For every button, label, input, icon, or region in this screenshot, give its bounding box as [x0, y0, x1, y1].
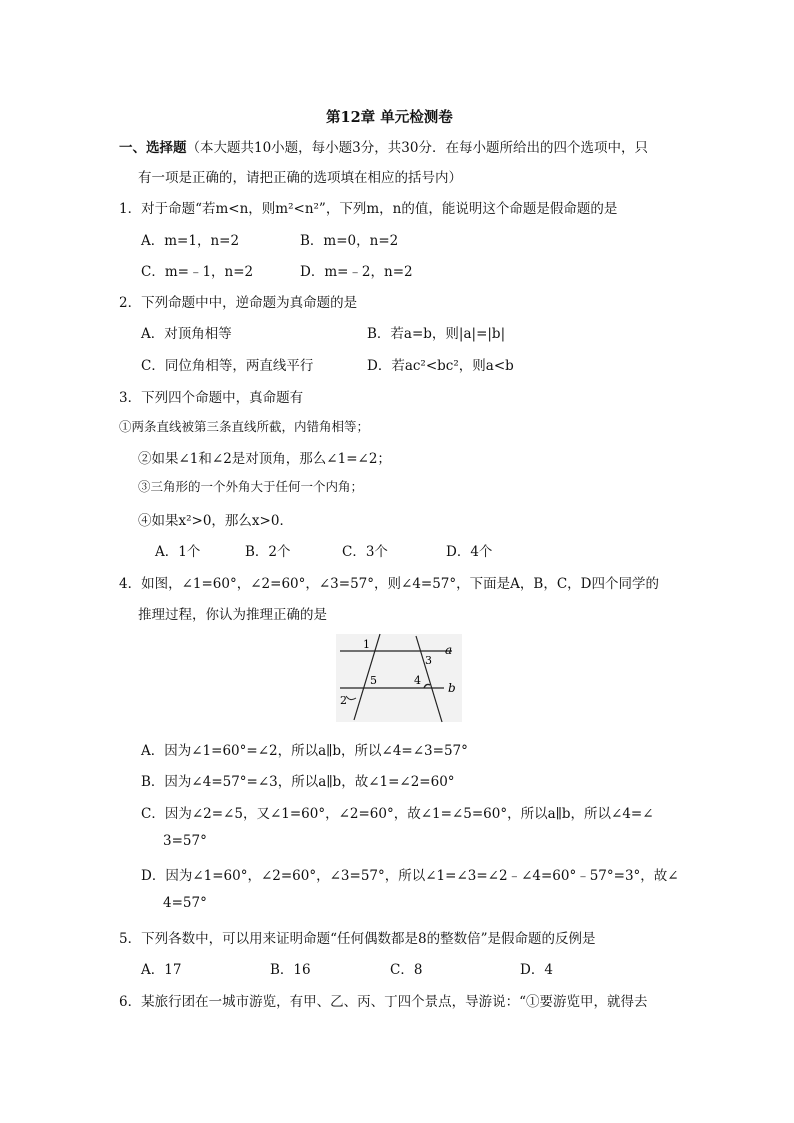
q3-statement-2: ②如果∠1和∠2是对顶角，那么∠1=∠2； — [138, 451, 391, 467]
q2-option-b: B．若a=b，则|a|=|b| — [367, 326, 506, 342]
q2-option-a: A．对顶角相等 — [141, 326, 232, 342]
section-1-heading-line — [119, 136, 648, 156]
q2-option-d: D．若ac²<bc²，则a<b — [367, 358, 514, 374]
q4-option-b: B．因为∠4=57°=∠3，所以a∥b，故∠1=∠2=60° — [141, 774, 455, 790]
q1-option-b: B．m=0，n=2 — [300, 233, 399, 249]
figure-background — [336, 634, 462, 722]
q3-statement-1: ①两条直线被第三条直线所截，内错角相等； — [119, 419, 370, 434]
q1-option-d: D．m=﹣2，n=2 — [300, 264, 413, 280]
q4-option-c: C．因为∠2=∠5，又∠1=60°，∠2=60°，故∠1=∠5=60°，所以a∥b，所以∠4=∠ — [141, 806, 654, 822]
q2-option-c: C．同位角相等，两直线平行 — [141, 358, 314, 374]
label-b: b — [448, 681, 456, 695]
label-a: a — [445, 643, 453, 657]
q3-option-c: C．3个 — [342, 544, 388, 560]
section-1-heading: 一、选择题 — [119, 140, 187, 156]
q4-stem: 4．如图，∠1=60°，∠2=60°，∠3=57°，则∠4=57°，下面是A，B，C，D四个同学的 — [119, 576, 659, 592]
label-5: 5 — [370, 674, 377, 687]
q6-stem: 6．某旅行团在一城市游览，有甲、乙、丙、丁四个景点，导游说：“①要游览甲，就得去 — [119, 994, 648, 1010]
q2-stem: 2．下列命题中中，逆命题为真命题的是 — [119, 295, 358, 311]
q5-option-a: A．17 — [141, 962, 182, 978]
q1-option-a: A．m=1，n=2 — [141, 233, 240, 249]
q4-option-c-cont: 3=57° — [163, 833, 207, 849]
q3-option-a: A．1个 — [155, 544, 201, 560]
label-1: 1 — [363, 638, 370, 651]
page-title: 第12章 单元检测卷 — [326, 109, 453, 126]
q3-option-d: D．4个 — [446, 544, 493, 560]
q5-option-c: C．8 — [390, 962, 423, 978]
q5-option-d: D．4 — [520, 962, 553, 978]
q4-figure — [334, 632, 464, 724]
q4-option-d: D．因为∠1=60°，∠2=60°，∠3=57°，所以∠1=∠3=∠2﹣∠4=60°﹣57°=3°，故∠ — [141, 868, 679, 884]
q3-statement-3: ③三角形的一个外角大于任何一个内角； — [138, 479, 364, 494]
label-3: 3 — [425, 654, 432, 667]
q5-option-b: B．16 — [270, 962, 311, 978]
q4-option-a: A．因为∠1=60°=∠2，所以a∥b，所以∠4=∠3=57° — [141, 743, 468, 759]
q4-option-d-cont: 4=57° — [163, 895, 207, 911]
q5-stem: 5．下列各数中，可以用来证明命题“任何偶数都是8的整数倍”是假命题的反例是 — [119, 931, 596, 947]
q3-stem: 3．下列四个命题中，真命题有 — [119, 390, 304, 406]
label-4: 4 — [414, 674, 421, 687]
label-2: 2 — [340, 694, 347, 707]
section-1-instructions: （本大题共10小题，每小题3分，共30分．在每小题所给出的四个选项中，只 — [186, 140, 648, 156]
q1-option-c: C．m=﹣1，n=2 — [141, 264, 254, 280]
section-1-instructions-cont: 有一项是正确的，请把正确的选项填在相应的括号内） — [138, 170, 462, 186]
q3-option-b: B．2个 — [245, 544, 291, 560]
q4-stem-cont: 推理过程，你认为推理正确的是 — [138, 607, 327, 623]
q1-stem: 1．对于命题“若m<n，则m²<n²”，下列m，n的值，能说明这个命题是假命题的是 — [119, 201, 618, 217]
q3-statement-4: ④如果x²>0，那么x>0． — [138, 513, 293, 529]
